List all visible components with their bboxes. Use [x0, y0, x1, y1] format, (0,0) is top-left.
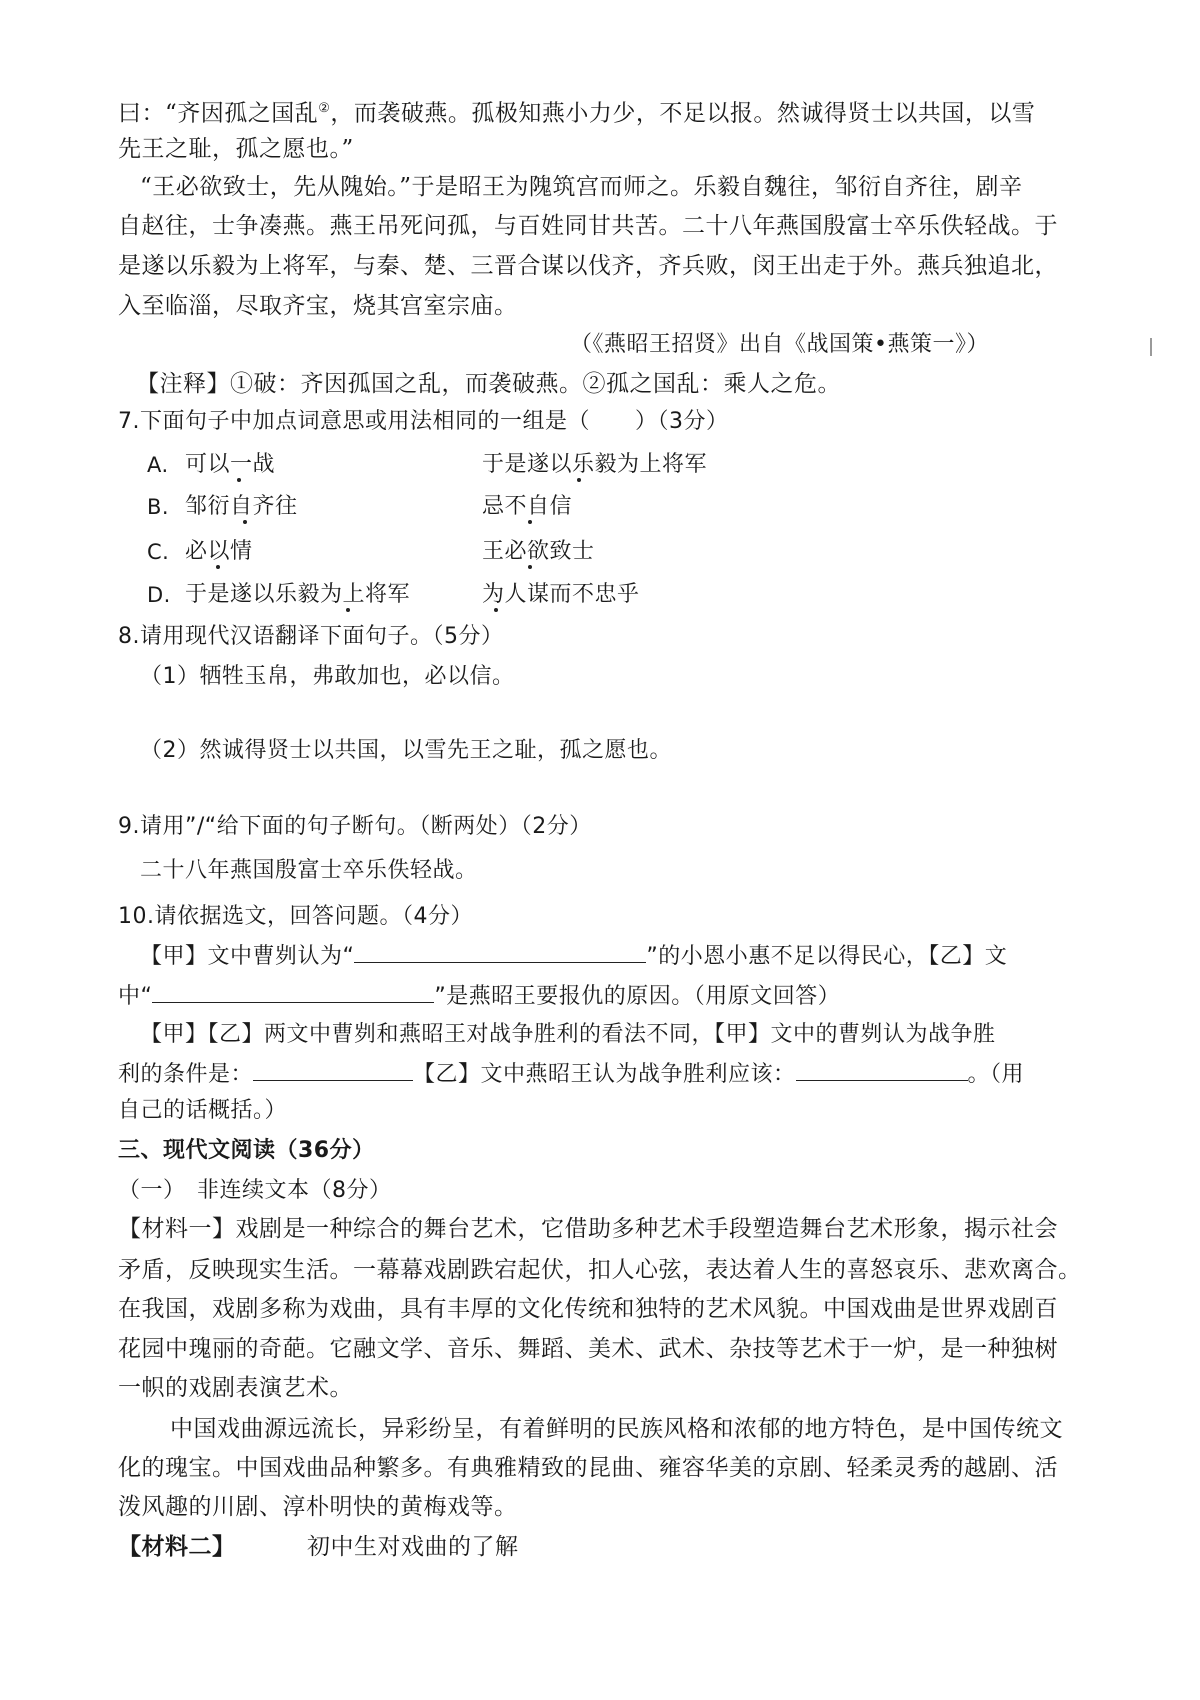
question-8-stem: 8.请用现代汉语翻译下面句子。（5分） [118, 624, 504, 649]
q7-option-right: 为人谋而不忠乎 [482, 582, 640, 607]
q7-option-right: 王必欲致士 [482, 539, 595, 564]
material-1-line: 泼风趣的川剧、淳朴明快的黄梅戏等。 [118, 1494, 518, 1520]
q7-option-left: 于是遂以乐毅为上将军 [185, 582, 411, 607]
emphasis-dot [528, 565, 532, 569]
answer-blank[interactable] [253, 1058, 413, 1081]
material-1-line: 矛盾，反映现实生活。一幕幕戏剧跌宕起伏，扣人心弦，表达着人生的喜怒哀乐、悲欢离合。 [118, 1257, 1082, 1283]
q7-option-left: 必以情 [185, 539, 253, 564]
q10-line [118, 980, 840, 1012]
passage-line: 先王之耻，孤之愿也。” [118, 136, 354, 162]
material-1-line: 花园中瑰丽的奇葩。它融文学、音乐、舞蹈、美术、武术、杂技等艺术于一炉，是一种独树 [118, 1336, 1058, 1362]
material-1-line: 【材料一】戏剧是一种综合的舞台艺术，它借助多种艺术手段塑造舞台艺术形象，揭示社会 [118, 1216, 1058, 1242]
q7-option-label: C. [147, 540, 170, 564]
q10-text: 。（用 [967, 1062, 1025, 1087]
q7-option-right: 于是遂以乐毅为上将军 [482, 452, 708, 477]
material-1-line: 中国戏曲源远流长，异彩纷呈，有着鲜明的民族风格和浓郁的地方特色，是中国传统文 [170, 1416, 1063, 1442]
emphasis-dot [494, 608, 498, 612]
material-2-title: 初中生对戏曲的了解 [307, 1534, 519, 1560]
emphasis-dot [577, 478, 581, 482]
passage-line [118, 94, 1035, 129]
emphasis-dot [216, 565, 220, 569]
q7-option-label: B. [147, 495, 170, 519]
question-8-sentence-1: （1）牺牲玉帛，弗敢加也，必以信。 [140, 664, 515, 689]
material-1-line: 一帜的戏剧表演艺术。 [118, 1375, 353, 1401]
question-9-stem: 9.请用”/“给下面的句子断句。（断两处）（2分） [118, 814, 592, 839]
passage-line: “王必欲致士，先从隗始。”于是昭王为隗筑宫而师之。乐毅自魏往，邹衍自齐往，剧辛 [140, 174, 1023, 200]
q7-option-label: D. [147, 583, 171, 607]
passage-line: 自赵往，士争凑燕。燕王吊死问孤，与百姓同甘共苦。二十八年燕国殷富士卒乐佚轻战。于 [118, 213, 1058, 239]
passage-line: 入至临淄，尽取齐宝，烧其宫室宗庙。 [118, 293, 518, 319]
section-subtitle: （一） 非连续文本（8分） [118, 1178, 392, 1203]
q7-option-left: 可以一战 [185, 452, 276, 477]
q10-text: 【乙】文中燕昭王认为战争胜利应该： [413, 1062, 796, 1087]
question-8-sentence-2: （2）然诚得贤士以共国，以雪先王之耻，孤之愿也。 [140, 738, 672, 763]
q10-text: 利的条件是： [118, 1062, 254, 1087]
q10-line [118, 1058, 1024, 1090]
question-7-stem: 7.下面句子中加点词意思或用法相同的一组是（ ）（3分） [118, 409, 729, 434]
question-9-sentence: 二十八年燕国殷富士卒乐佚轻战。 [140, 858, 478, 883]
material-1-line: 化的瑰宝。中国戏曲品种繁多。有典雅精致的昆曲、雍容华美的京剧、轻柔灵秀的越剧、活 [118, 1455, 1058, 1481]
emphasis-dot [237, 478, 241, 482]
material-2-label: 【材料二】 [118, 1533, 236, 1560]
q10-text: ”的小恩小惠不足以得民心，【乙】文 [646, 944, 1008, 969]
q10-line: 自己的话概括。） [118, 1098, 288, 1123]
passage-line: 是遂以乐毅为上将军，与秦、楚、三晋合谋以伐齐，齐兵败，闵王出走于外。燕兵独追北， [118, 253, 1058, 279]
q10-text: 【甲】文中曹刿认为“ [140, 944, 355, 969]
answer-blank[interactable] [354, 940, 646, 963]
emphasis-dot [243, 520, 247, 524]
answer-blank[interactable] [796, 1058, 968, 1081]
answer-blank[interactable] [152, 980, 434, 1003]
passage-text: 曰：“齐因孤之国乱 [118, 100, 319, 127]
passage-text: ，而袭破燕。孤极知燕小力少，不足以报。然诚得贤士以共国，以雪 [330, 100, 1036, 127]
emphasis-dot [528, 520, 532, 524]
emphasis-dot [346, 608, 350, 612]
section-title: 三、现代文阅读（36分） [118, 1138, 375, 1163]
q7-option-left: 邹衍自齐往 [185, 494, 298, 519]
question-10-stem: 10.请依据选文，回答问题。（4分） [118, 904, 473, 929]
passage-source: （《燕昭王招贤》出自《战国策•燕策一》） [570, 332, 989, 357]
q10-line [140, 940, 1007, 972]
q7-option-right: 忌不自信 [482, 494, 573, 519]
q10-line: 【甲】【乙】两文中曹刿和燕昭王对战争胜利的看法不同，【甲】文中的曹刿认为战争胜 [140, 1022, 996, 1047]
q7-option-label: A. [147, 453, 169, 477]
note-marker: ② [318, 101, 331, 116]
q10-text: 中“ [118, 984, 153, 1009]
scan-mark [1150, 338, 1152, 356]
q10-text: ”是燕昭王要报仇的原因。（用原文回答） [434, 984, 841, 1009]
material-1-line: 在我国，戏剧多称为戏曲，具有丰厚的文化传统和独特的艺术风貌。中国戏曲是世界戏剧百 [118, 1296, 1058, 1322]
passage-notes: 【注释】①破：齐因孤国之乱，而袭破燕。②孤之国乱：乘人之危。 [136, 371, 841, 397]
